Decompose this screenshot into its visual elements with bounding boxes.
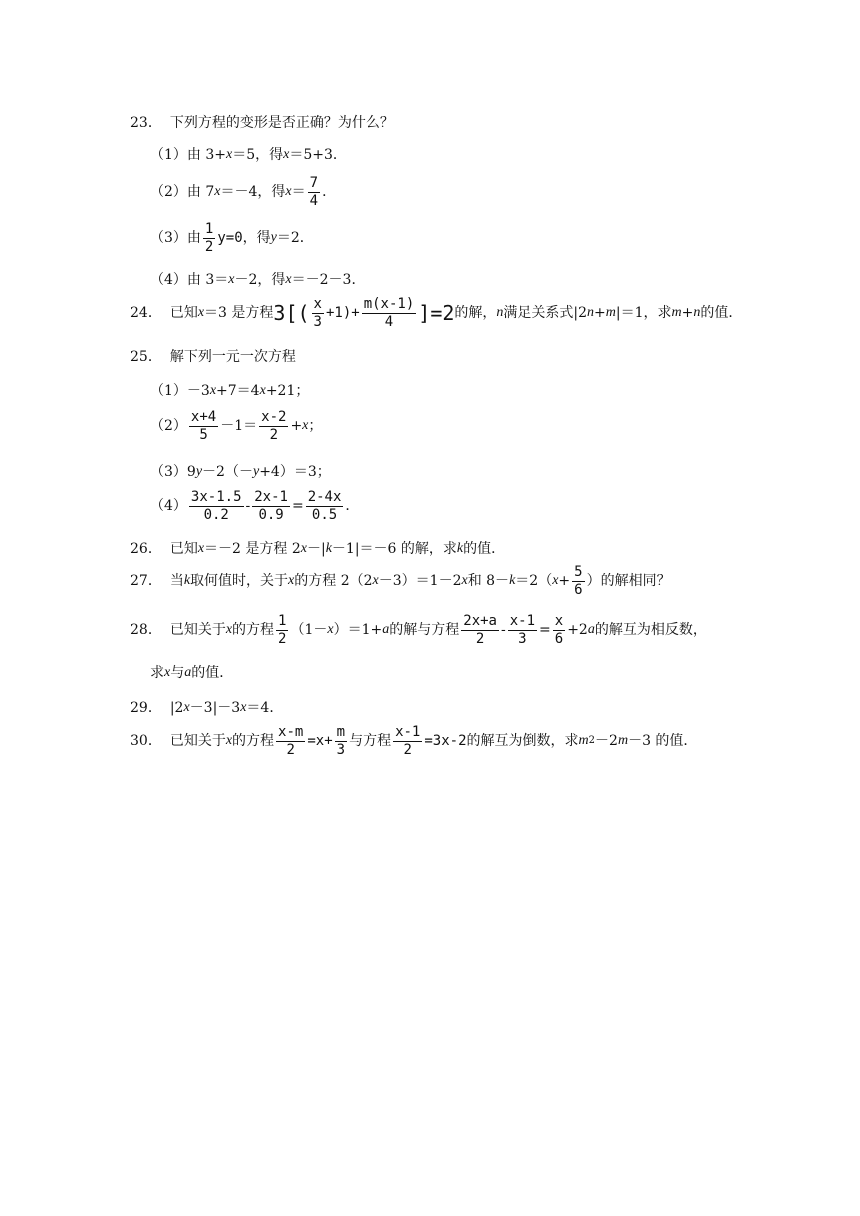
question-number: 25． (130, 349, 162, 365)
question-number: 29． (130, 700, 162, 716)
question-number: 30． (130, 733, 162, 750)
fraction: $\frac{x+4}{5}$ (190, 409, 217, 443)
q23-part-1: （1）由 3+ x ＝5，得 x ＝5+3． (150, 147, 347, 163)
fraction: $\frac{2x+a}{2}$ (463, 613, 497, 647)
fraction: $\frac{m}{3}$ (336, 724, 346, 758)
question-number: 23． (130, 115, 162, 131)
fraction: $\frac{1}{2}$ (278, 613, 287, 647)
question-28: 28． 已知关于 x 的方程 $\frac{1}{2}$ （1－ x ）＝1+ a 的解与方程 $\frac{2x+a}{2}$ - $\frac{x-1}{3}$ = $\frac{x}{6}$ +2 a 的解互为相反数， (130, 613, 707, 647)
question-stem: 下列方程的变形是否正确？为什么？ (169, 115, 394, 131)
question-number: 26． (130, 541, 162, 557)
question-23 (130, 116, 394, 130)
q25-part-1: （1）－3 x +7＝4 x +21； (150, 383, 310, 399)
question-24: 24． 已知 x ＝3 是方程 3 [( $\frac{x}{3}$ +1)+ $\frac{m(x-1)}{4}$ ]=2 的解， n 满足关系式|2 n + m |＝1，求 m + n 的值． (130, 296, 743, 330)
fraction: $\frac{3x-1.5}{0.2}$ (190, 489, 242, 523)
fraction: $\frac{1}{2}$ (204, 221, 214, 255)
q25-part-2: （2） $\frac{x+4}{5}$ －1＝ $\frac{x-2}{2}$ + x ； (150, 409, 323, 443)
fraction: $\frac{7}{4}$ (309, 175, 319, 209)
question-stem: 解下列一元一次方程 (169, 349, 296, 365)
q23-part-3: （3）由 $\frac{1}{2}$ y=0 ，得 y ＝2． (150, 221, 314, 255)
fraction: $\frac{2-4x}{0.5}$ (307, 489, 342, 523)
question-25 (130, 350, 296, 364)
fraction: $\frac{2x-1}{0.9}$ (254, 489, 288, 523)
q28-line-2: 求 x 与 a 的值． (150, 665, 234, 681)
fraction: $\frac{x-2}{2}$ (261, 409, 287, 443)
q23-part-4: （4）由 3＝ x －2，得 x ＝－2－3． (150, 272, 366, 288)
question-number: 28． (130, 622, 162, 639)
question-30: 30． 已知关于 x 的方程 $\frac{x-m}{2}$ =x+ $\frac{m}{3}$ 与方程 $\frac{x-1}{2}$ =3x-2 的解互为倒数，求 m 2 －2 m －3 的值． (130, 724, 698, 758)
question-number: 24． (130, 305, 162, 322)
fraction: $\frac{x}{3}$ (313, 296, 322, 330)
question-number: 27． (130, 573, 162, 590)
q25-part-3: （3）9 y －2（－ y +4）＝3； (150, 464, 331, 480)
q23-part-2: （2）由 7 x ＝－4，得 x ＝ $\frac{7}{4}$ ． (150, 175, 337, 209)
q25-part-4: （4） $\frac{3x-1.5}{0.2}$ - $\frac{2x-1}{0.9}$ = $\frac{2-4x}{0.5}$ ． (150, 489, 360, 523)
question-27: 27． 当 k 取何值时，关于 x 的方程 2（2 x －3）＝1－2 x 和 8－ k ＝2（ x + $\frac{5}{6}$ ）的解相同？ (130, 564, 671, 598)
fraction: $\frac{x-1}{2}$ (395, 724, 421, 758)
fraction: $\frac{5}{6}$ (574, 564, 583, 598)
fraction: $\frac{x}{6}$ (554, 613, 564, 647)
fraction: $\frac{x-m}{2}$ (278, 724, 304, 758)
question-29: 29． |2 x －3|－3 x ＝4． (130, 700, 284, 716)
fraction: $\frac{x-1}{3}$ (509, 613, 536, 647)
question-26: 26． 已知 x ＝－2 是方程 2 x －| k －1|＝－6 的解，求 k 的值． (130, 541, 506, 557)
fraction: $\frac{m(x-1)}{4}$ (363, 296, 415, 330)
